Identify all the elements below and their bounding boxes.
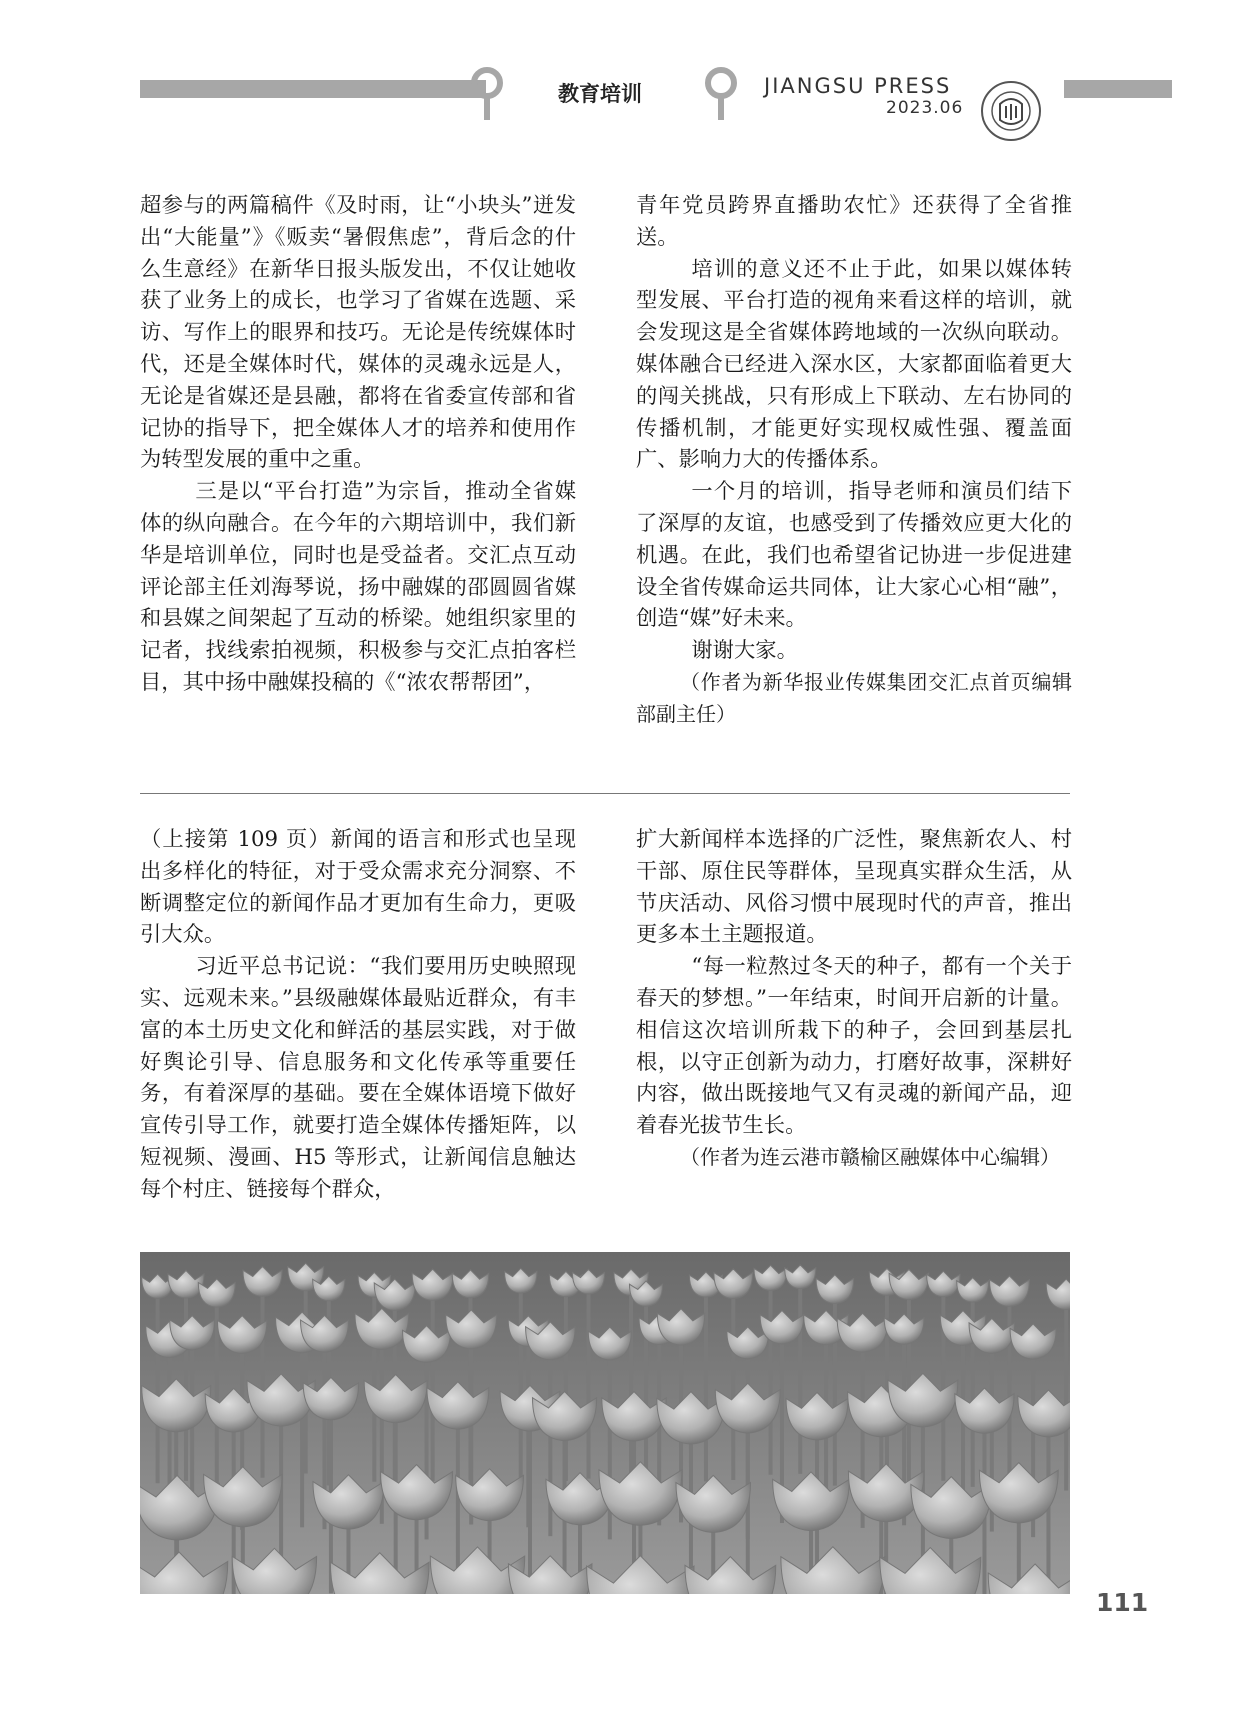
tulip-stem [833,1286,837,1486]
tulip-field-photo [140,1252,1070,1594]
paragraph: “每一粒熬过冬天的种子，都有一个关于春天的梦想。”一年结束，时间开启新的计量。相信这次培训所栽下的种子，会回到基层扎根，以守正创新为动力，打磨好故事，深耕好内容，做出既接地气又有灵魂的新闻产品，迎着春光拔节生长。 [636,954,1072,1139]
tulip-stem [587,1279,591,1479]
tulip-stem [941,1281,945,1481]
issue-date: 2023.06 [886,98,964,118]
header-rule-left [140,80,486,98]
paragraph: 一个月的培训，指导老师和演员们结下了深厚的友谊，也感受到了传播效应更大化的机遇。在此，我们也希望省记协进一步促进建设全省传媒命运共同体，让大家心心相“融”，创造“媒”好未来。 [636,479,1072,632]
paragraph: 谢谢大家。 [691,638,798,664]
tulip-stem [519,1278,523,1478]
tulip-stem [731,1280,735,1480]
tulip-stem [304,1274,308,1474]
article-divider [140,793,1070,794]
upper-article-left-column [140,190,576,699]
location-pin-icon [704,66,738,122]
author-note: （作者为新华报业传媒集团交汇点首页编辑部副主任） [636,669,1072,726]
tulip-stem [1064,1291,1068,1491]
paragraph: 青年党员跨界直播助农忙》还获得了全省推送。 [636,193,1072,250]
paragraph: （上接第 109 页）新闻的语言和形式也呈现出多样化的特征，对于受众需求充分洞察、不断调整定位的新闻作品才更加有生命力，更吸引大众。 [140,827,576,948]
lower-article-left-column [140,824,576,1206]
header-rule-right [1064,80,1172,98]
lower-article-right-column [636,824,1072,1174]
upper-article-right-column [636,190,1072,731]
tulip-stem [1007,1287,1011,1487]
tulip-stem [907,1281,911,1481]
magazine-name: JIANGSU PRESS [764,74,952,98]
tulip-stem [156,1283,160,1483]
author-note: （作者为连云港市赣榆区融媒体中心编辑） [680,1144,1060,1169]
tulip-stem [184,1281,188,1481]
tulip-stem [971,1287,975,1487]
tulip-stem [885,1278,889,1478]
tulip-stem [704,1281,708,1481]
location-pin-icon [470,66,504,122]
tulip-stem [261,1278,265,1478]
association-seal-icon [980,80,1042,142]
tulip-stem [769,1275,773,1475]
paragraph: 习近平总书记说：“我们要用历史映照现实、远观未来。”县级融媒体最贴近群众，有丰富的本土历史文化和鲜活的基层实践，对于做好舆论引导、信息服务和文化传承等重要任务，有着深厚的基础。要在全媒体语境下做好宣传引导工作，就要打造全媒体传播矩阵，以短视频、漫画、H5 等形式，让新闻信息触达每个村庄、链接每个群众， [140,954,576,1202]
paragraph: 超参与的两篇稿件《及时雨，让“小块头”迸发出“大能量”》《贩卖“暑假焦虑”，背后念的什么生意经》在新华日报头版发出，不仅让她收获了业务上的成长，也学习了省媒在选题、采访、写作上的眼界和技巧。无论是传统媒体时代，还是全媒体时代，媒体的灵魂永远是人，无论是省媒还是县融，都将在省委宣传部和省记协的指导下，把全媒体人才的培养和使用作为转型发展的重中之重。 [140,193,576,473]
paragraph: 扩大新闻样本选择的广泛性，聚焦新农人、村干部、原住民等群体，呈现真实群众生活，从节庆活动、风俗习惯中展现时代的声音，推出更多本土主题报道。 [636,827,1072,948]
tulip-photo-illustration [140,1252,1070,1594]
tulip-stem [798,1274,802,1474]
tulip-stem [372,1282,376,1482]
page-number: 111 [1096,1588,1149,1617]
paragraph: 三是以“平台打造”为宗旨，推动全省媒体的纵向融合。在今年的六期培训中，我们新华是培训单位，同时也是受益者。交汇点互动评论部主任刘海琴说，扬中融媒的邵圆圆省媒和县媒之间架起了互动的桥梁。她组织家里的记者，找线索拍视频，积极参与交汇点拍客栏目，其中扬中融媒投稿的《“浓农帮帮团”， [140,479,576,695]
tulip-stem [300,1327,304,1527]
tulip-stem [644,1291,648,1491]
tulip-stem [431,1281,435,1481]
section-title: 教育培训 [558,82,642,106]
paragraph: 培训的意义还不止于此，如果以媒体转型发展、平台打造的视角来看这样的培训，就会发现这是全省媒体跨地域的一次纵向联动。媒体融合已经进入深水区，大家都面临着更大的闯关挑战，只有形成上下联动、左右协同的传播机制，才能更好实现权威性强、覆盖面广、影响力大的传播体系。 [636,256,1072,473]
tulip-stem [215,1290,219,1490]
